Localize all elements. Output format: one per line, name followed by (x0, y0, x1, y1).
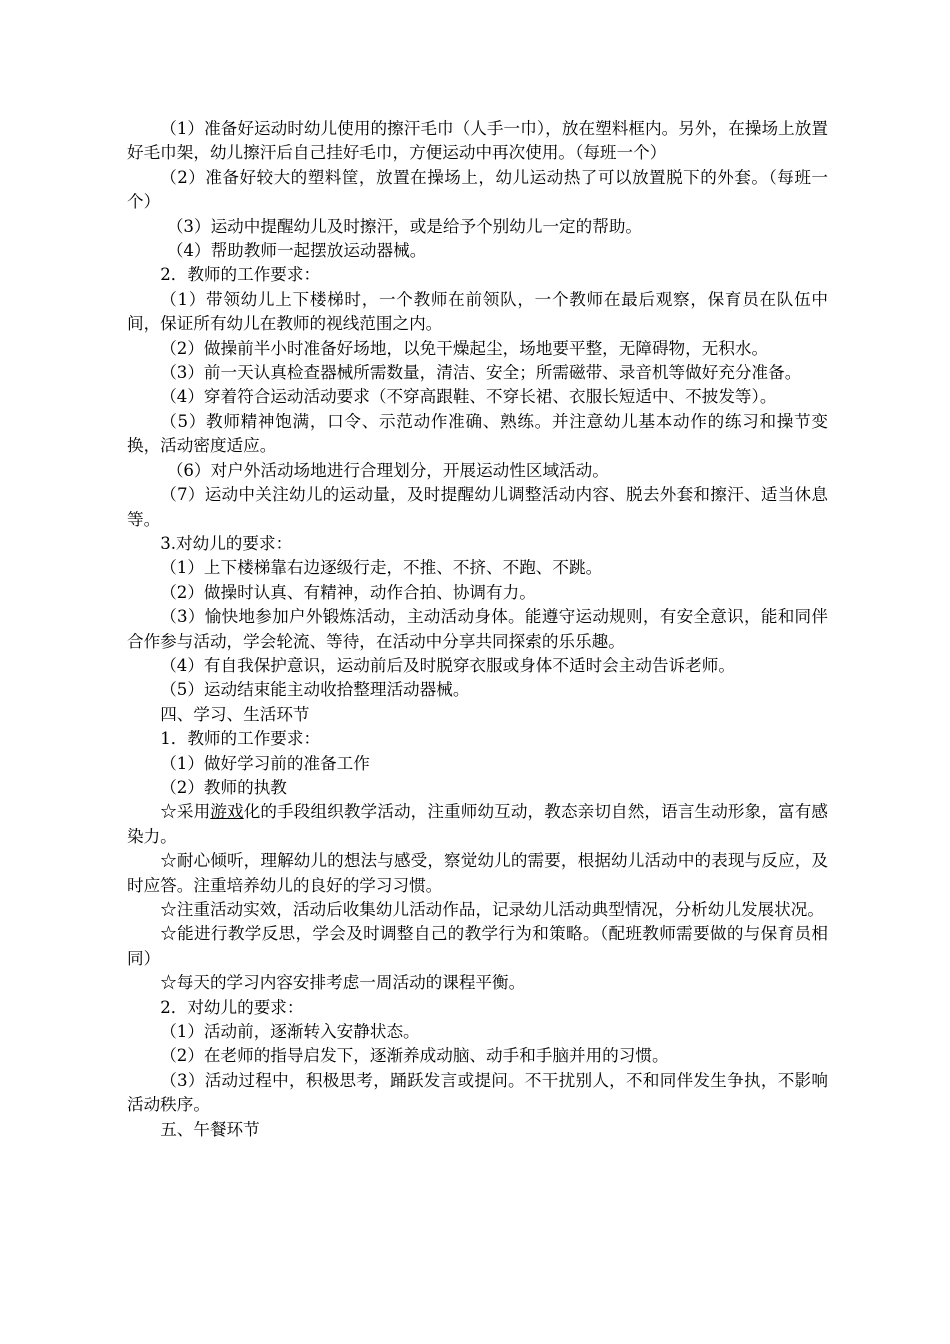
star-paragraph (127, 800, 828, 849)
paragraph: （2）做操时认真、有精神，动作合拍、协调有力。 (160, 582, 536, 602)
chapter-heading: 四、学习、生活环节 (160, 704, 310, 724)
paragraph: （1）带领幼儿上下楼梯时，一个教师在前领队，一个教师在最后观察，保育员在队伍中间，保证所有幼儿在教师的视线范围之内。 (127, 289, 828, 334)
paragraph: （5）教师精神饱满，口令、示范动作准确、熟练。并注意幼儿基本动作的练习和操节变换，活动密度适应。 (127, 411, 828, 456)
section-heading: 3.对幼儿的要求： (160, 533, 293, 553)
paragraph: （4）有自我保护意识，运动前后及时脱穿衣服或身体不适时会主动告诉老师。 (160, 655, 735, 675)
underlined-term: 游戏 (210, 802, 244, 822)
paragraph: （6）对户外活动场地进行合理划分，开展运动性区域活动。 (166, 460, 609, 480)
star-paragraph: ☆耐心倾听，理解幼儿的想法与感受，察觉幼儿的需要，根据幼儿活动中的表现与反应，及时应答。注重培养幼儿的良好的学习习惯。 (127, 851, 828, 895)
paragraph: （1）做好学习前的准备工作 (160, 753, 370, 773)
paragraph: （3）前一天认真检查器械所需数量，清洁、安全；所需磁带、录音机等做好充分准备。 (160, 363, 802, 383)
paragraph: （3）愉快地参加户外锻炼活动，主动活动身体。能遵守运动规则，有安全意识，能和同伴合作参与活动，学会轮流、等待，在活动中分享共同探索的乐乐趣。 (127, 607, 828, 651)
paragraph: （1）上下楼梯靠右边逐级行走，不推、不挤、不跑、不跳。 (160, 558, 603, 578)
paragraph: （2）准备好较大的塑料筐，放置在操场上，幼儿运动热了可以放置脱下的外套。（每班一个） (127, 167, 828, 212)
paragraph: （2）做操前半小时准备好场地，以免干燥起尘，场地要平整，无障碍物，无积水。 (160, 338, 769, 358)
paragraph: （4）穿着符合运动活动要求（不穿高跟鞋、不穿长裙、衣服长短适中、不披发等）。 (160, 387, 777, 407)
paragraph: （1）准备好运动时幼儿使用的擦汗毛巾（人手一巾），放在塑料框内。另外，在操场上放置好毛巾架，幼儿擦汗后自己挂好毛巾，方便运动中再次使用。（每班一个） (127, 119, 828, 163)
star-paragraph: ☆能进行教学反思，学会及时调整自己的教学行为和策略。（配班教师需要做的与保育员相同） (127, 924, 828, 968)
paragraph: （1）活动前，逐渐转入安静状态。 (160, 1022, 420, 1042)
paragraph: （3）活动过程中，积极思考，踊跃发言或提问。不干扰别人，不和同伴发生争执，不影响活动秩序。 (127, 1070, 828, 1115)
paragraph: （7）运动中关注幼儿的运动量，及时提醒幼儿调整活动内容、脱去外套和擦汗、适当休息等。 (127, 485, 828, 529)
star-paragraph: ☆注重活动实效，活动后收集幼儿活动作品，记录幼儿活动典型情况，分析幼儿发展状况。 (160, 900, 824, 919)
section-heading: 2．对幼儿的要求： (160, 997, 304, 1017)
paragraph: （4）帮助教师一起摆放运动器械。 (166, 241, 427, 261)
section-heading: 1．教师的工作要求： (160, 729, 321, 749)
paragraph: （5）运动结束能主动收拾整理活动器械。 (160, 680, 470, 700)
paragraph: （3）运动中提醒幼儿及时擦汗，或是给予个别幼儿一定的帮助。 (166, 216, 643, 236)
paragraph: （2）在老师的指导启发下，逐渐养成动脑、动手和手脑并用的习惯。 (160, 1046, 669, 1066)
chapter-heading: 五、午餐环节 (160, 1119, 260, 1139)
paragraph: （2）教师的执教 (160, 777, 287, 797)
star-text: 化的手段组织教学活动，注重师幼互动，教态亲切自然，语言生动形象，富有感染力。 (127, 802, 829, 846)
star-text: ☆采用 (160, 802, 211, 822)
section-heading: 2．教师的工作要求： (160, 265, 321, 285)
star-paragraph: ☆每天的学习内容安排考虑一周活动的课程平衡。 (160, 973, 526, 993)
